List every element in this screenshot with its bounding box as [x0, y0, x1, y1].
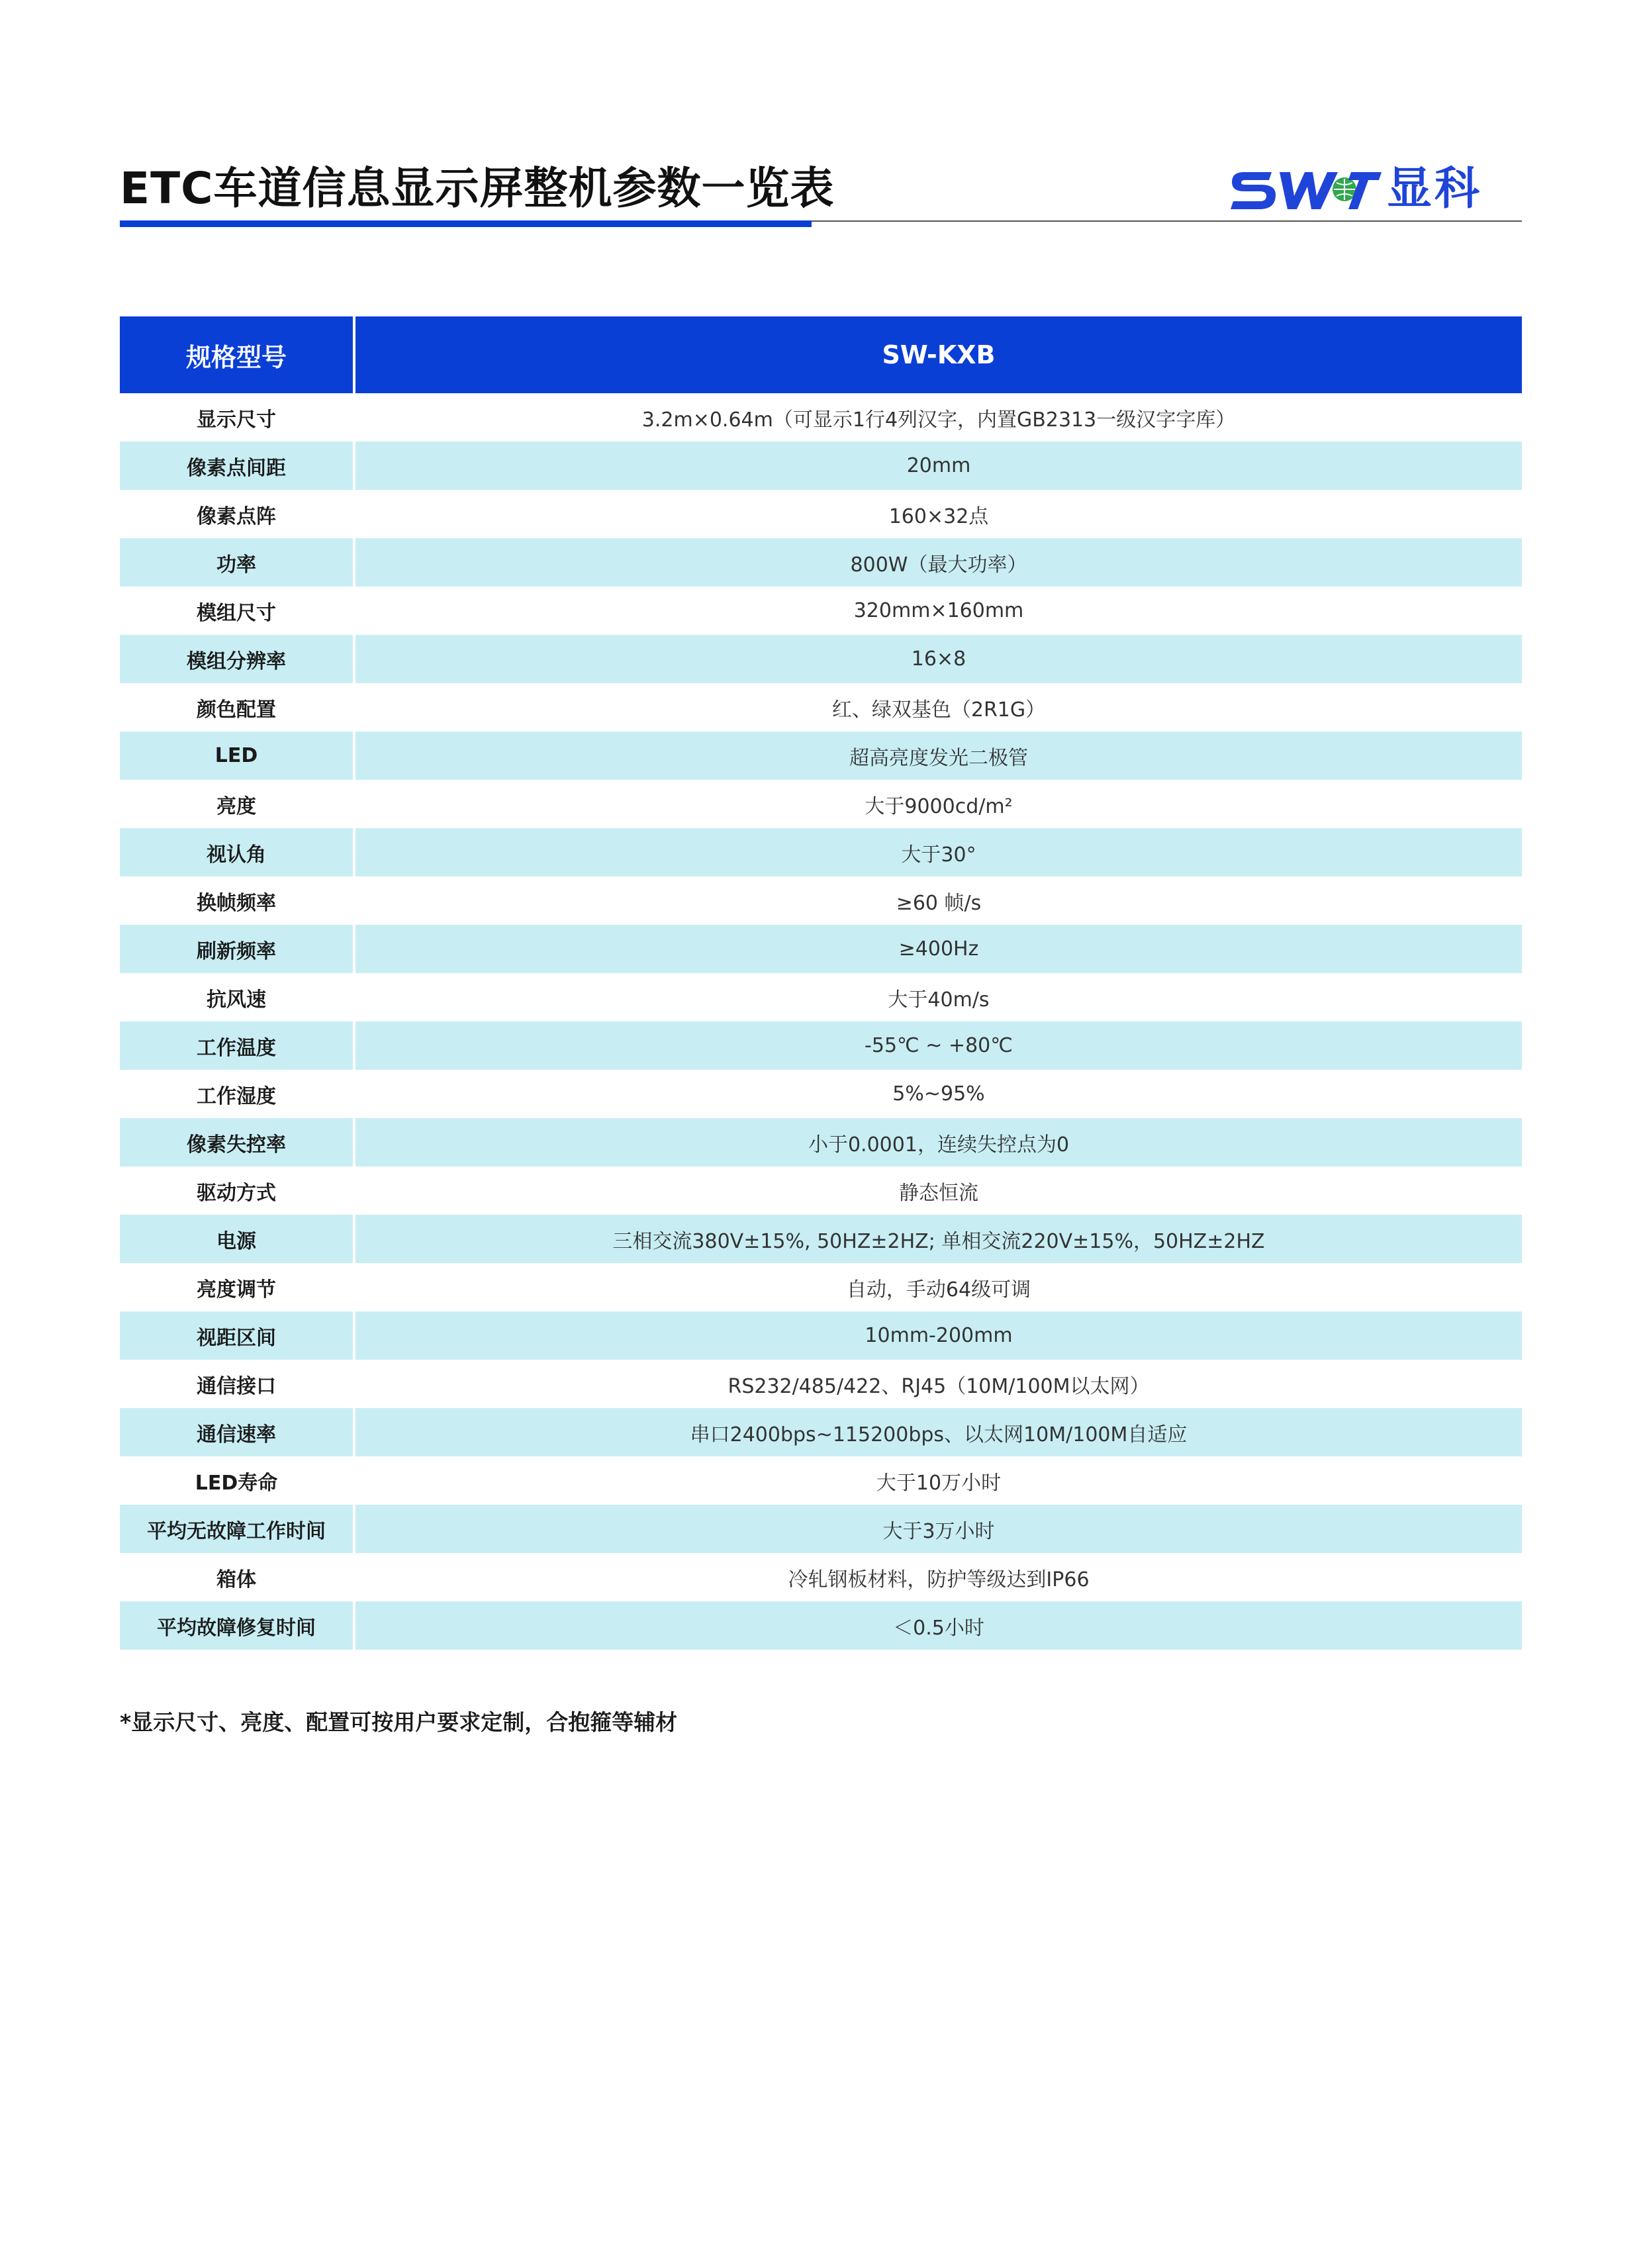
row-value: 大于3万小时 [354, 1505, 1522, 1553]
row-value: 大于10万小时 [876, 1471, 1002, 1495]
table-row [120, 442, 1522, 490]
table-row [120, 1505, 1522, 1553]
table-row [120, 587, 1522, 635]
table-row [120, 780, 1522, 828]
row-value: 小于0.0001，连续失控点为0 [354, 1118, 1522, 1166]
row-value: 自动，手动64级可调 [846, 1278, 1031, 1301]
row-value: 160×32点 [888, 504, 989, 528]
row-key: 亮度调节 [120, 1263, 354, 1311]
row-value: -55℃ ~ +80℃ [354, 1021, 1522, 1070]
table-row [120, 1601, 1522, 1650]
table-row [120, 1166, 1522, 1215]
row-key: 电源 [120, 1215, 354, 1263]
table-row [120, 1021, 1522, 1070]
row-value: 800W（最大功率） [354, 538, 1522, 587]
row-value: 10mm-200mm [354, 1311, 1522, 1360]
row-key: 平均无故障工作时间 [120, 1505, 354, 1553]
row-key: 模组分辨率 [120, 635, 354, 683]
column-header-spec: 规格型号 [120, 316, 354, 393]
spec-table [120, 316, 1522, 1650]
row-value: 冷轧钢板材料，防护等级达到IP66 [788, 1568, 1090, 1591]
row-value: 5%~95% [892, 1082, 985, 1106]
swt-logo-icon [1231, 172, 1382, 209]
table-row [120, 1360, 1522, 1408]
row-key: 功率 [120, 538, 354, 587]
row-value: 静态恒流 [899, 1181, 978, 1205]
row-value: 3.2m×0.64m（可显示1行4列汉字，内置GB2313一级汉字字库） [641, 408, 1236, 432]
row-key: 平均故障修复时间 [120, 1601, 354, 1650]
table-row [120, 876, 1522, 925]
row-key: LED [120, 732, 354, 780]
column-header-model: SW-KXB [354, 316, 1522, 393]
table-row [120, 1070, 1522, 1118]
footnote: *显示尺寸、亮度、配置可按用户要求定制，合抱箍等辅材 [120, 1709, 678, 1735]
table-row [120, 1118, 1522, 1166]
row-key: 视认角 [120, 828, 354, 876]
page-title: ETC车道信息显示屏整机参数一览表 [120, 163, 835, 214]
table-row [120, 683, 1522, 732]
table-row [120, 925, 1522, 973]
table-row [120, 393, 1522, 442]
row-value: RS232/485/422、RJ45（10M/100M以太网） [728, 1374, 1150, 1398]
row-key: 抗风速 [120, 973, 354, 1021]
row-key: 通信速率 [120, 1408, 354, 1456]
brand-name: 显科 [1387, 163, 1483, 215]
row-key: 工作湿度 [120, 1070, 354, 1118]
row-key: 颜色配置 [120, 683, 354, 732]
row-value: 超高亮度发光二极管 [354, 732, 1522, 780]
row-value: 三相交流380V±15%, 50HZ±2HZ; 单相交流220V±15%，50HZ±2HZ [354, 1215, 1522, 1263]
table-row [120, 973, 1522, 1021]
row-value: 16×8 [354, 635, 1522, 683]
row-value: 大于9000cd/m² [865, 794, 1013, 818]
row-key: 像素点阵 [120, 490, 354, 538]
row-key: 亮度 [120, 780, 354, 828]
row-key: 工作温度 [120, 1021, 354, 1070]
row-key: 箱体 [120, 1553, 354, 1601]
table-row [120, 490, 1522, 538]
row-key: 显示尺寸 [120, 393, 354, 442]
table-row [120, 538, 1522, 587]
row-value: 红、绿双基色（2R1G） [831, 698, 1046, 722]
row-key: 通信接口 [120, 1360, 354, 1408]
table-row [120, 1553, 1522, 1601]
row-key: 像素点间距 [120, 442, 354, 490]
row-value: 320mm×160mm [853, 599, 1024, 622]
table-row [120, 828, 1522, 876]
table-header-row [120, 316, 1522, 393]
table-row [120, 635, 1522, 683]
row-key: 刷新频率 [120, 925, 354, 973]
row-value: 串口2400bps~115200bps、以太网10M/100M自适应 [354, 1408, 1522, 1456]
table-row [120, 1311, 1522, 1360]
title-underline [120, 220, 812, 227]
row-key: 驱动方式 [120, 1166, 354, 1215]
table-row [120, 732, 1522, 780]
row-key: 换帧频率 [120, 876, 354, 925]
row-value: 大于30° [354, 828, 1522, 876]
row-key: 视距区间 [120, 1311, 354, 1360]
row-value: ＜0.5小时 [354, 1601, 1522, 1650]
row-key: 模组尺寸 [120, 587, 354, 635]
table-row [120, 1456, 1522, 1505]
table-row [120, 1408, 1522, 1456]
row-key: LED寿命 [120, 1456, 354, 1505]
row-key: 像素失控率 [120, 1118, 354, 1166]
row-value: 大于40m/s [888, 988, 990, 1012]
table-row [120, 1215, 1522, 1263]
row-value: ≥400Hz [354, 925, 1522, 973]
row-value: ≥60 帧/s [896, 891, 982, 915]
table-row [120, 1263, 1522, 1311]
row-value: 20mm [354, 442, 1522, 490]
